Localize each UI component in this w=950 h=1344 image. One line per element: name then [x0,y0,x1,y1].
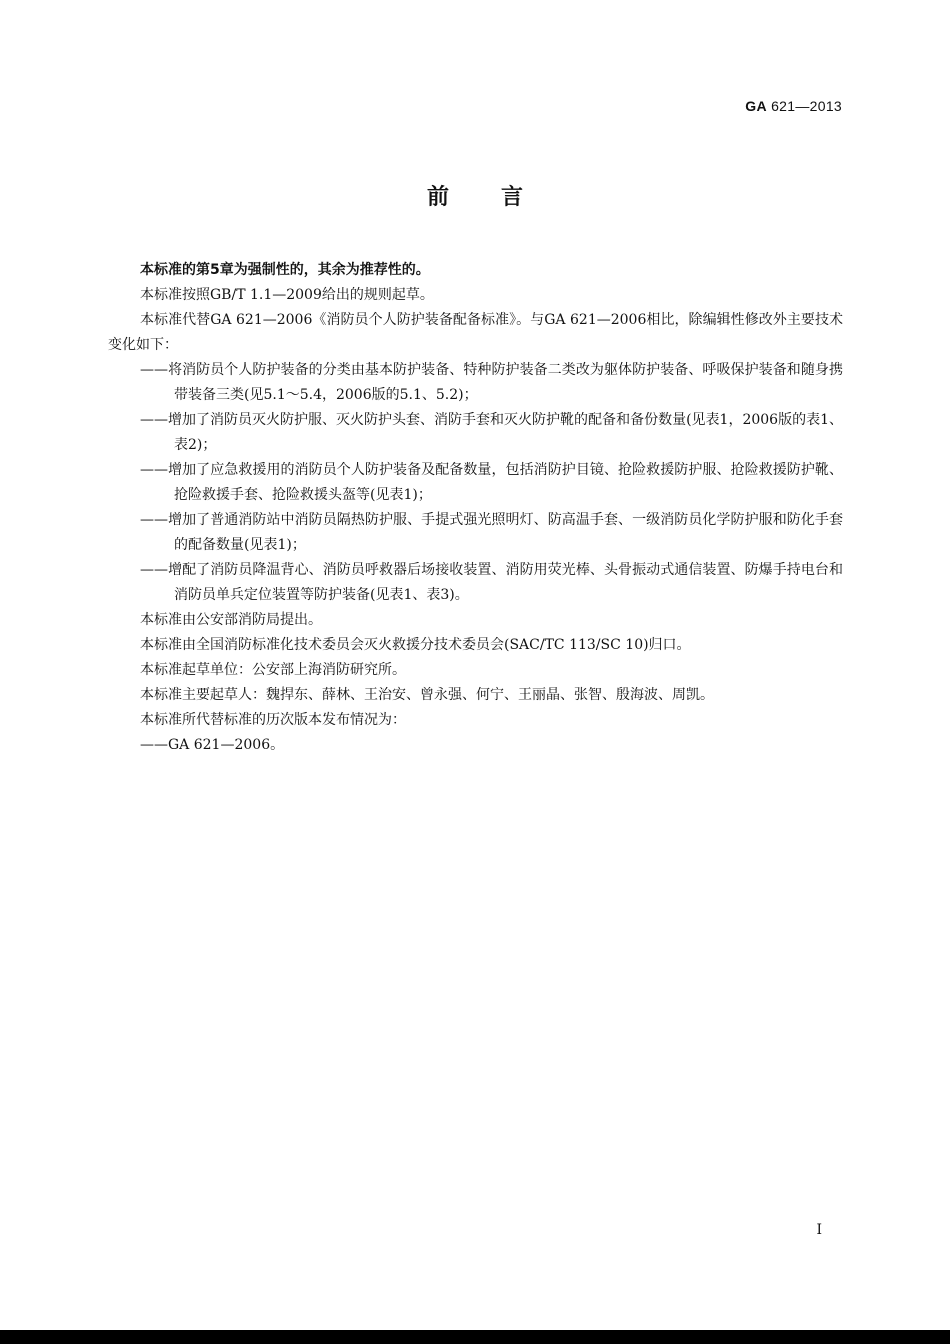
change-item: ——增加了应急救援用的消防员个人防护装备及配备数量，包括消防护目镜、抢险救援防护服、抢险救援防护靴、抢险救援手套、抢险救援头盔等(见表1)； [140,462,843,503]
document-code [745,98,842,114]
change-item: ——增配了消防员降温背心、消防员呼救器后场接收装置、消防用荧光棒、头骨振动式通信装置、防爆手持电台和消防员单兵定位装置等防护装备(见表1、表3)。 [140,562,843,603]
proposer-statement: 本标准由公安部消防局提出。 [140,612,322,628]
history-statement: 本标准所代替标准的历次版本发布情况为： [140,712,406,728]
mandatory-statement: 本标准的第5章为强制性的，其余为推荐性的。 [140,262,430,278]
bottom-border [0,1330,950,1344]
document-code-prefix: GA [745,98,767,114]
centralized-unit-statement: 本标准由全国消防标准化技术委员会灭火救援分技术委员会(SAC/TC 113/SC 10)归口。 [140,637,691,653]
foreword-body [108,258,843,758]
drafting-rules-statement: 本标准按照GB/T 1.1—2009给出的规则起草。 [140,287,434,303]
page-title: 前言 [426,185,575,210]
page-number: I [816,1222,822,1238]
document-code-suffix: 621—2013 [771,98,842,114]
drafting-unit-statement: 本标准起草单位：公安部上海消防研究所。 [140,662,406,678]
replacement-statement: 本标准代替GA 621—2006《消防员个人防护装备配备标准》。与GA 621—2006相比，除编辑性修改外主要技术变化如下： [108,312,843,353]
change-item: ——增加了普通消防站中消防员隔热防护服、手提式强光照明灯、防高温手套、一级消防员化学防护服和防化手套的配备数量(见表1)； [140,512,843,553]
change-item: ——将消防员个人防护装备的分类由基本防护装备、特种防护装备二类改为躯体防护装备、呼吸保护装备和随身携带装备三类(见5.1～5.4，2006版的5.1、5.2)； [140,362,843,403]
history-item: ——GA 621—2006。 [140,737,285,753]
change-item: ——增加了消防员灭火防护服、灭火防护头套、消防手套和灭火防护靴的配备和备份数量(见表1，2006版的表1、表2)； [140,412,843,453]
drafters-statement: 本标准主要起草人：魏捍东、薛林、王治安、曾永强、何宁、王丽晶、张智、殷海波、周凯。 [140,687,714,703]
